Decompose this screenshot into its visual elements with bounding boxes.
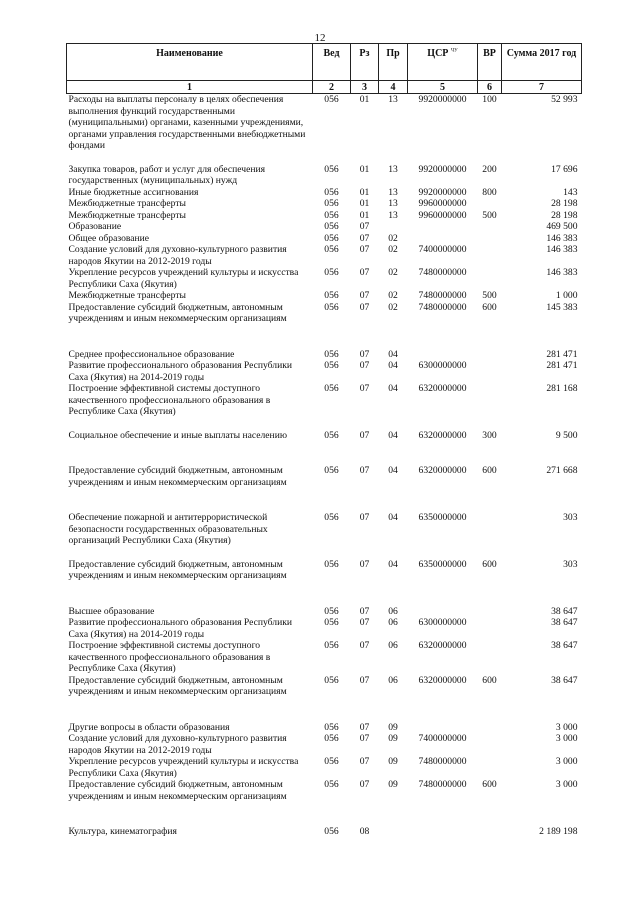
cell-vr [478, 221, 502, 233]
cell-vr: 200 [482, 163, 497, 175]
cell-ved: 056 [324, 94, 339, 105]
cell-name: Построение эффективной системы доступного качественного профессионального образования в Республике Саха (Якутия) [68, 640, 271, 674]
cell-pr: 06 [388, 605, 398, 617]
cell-sum: 143 [563, 186, 578, 198]
cell-name: Среднее профессиональное образование [68, 348, 235, 360]
header-ved: Вед [313, 44, 351, 81]
header-name: Наименование [67, 44, 313, 81]
cell-ved: 056 [324, 383, 339, 394]
table-row [67, 302, 582, 349]
cell-csr: 6320000000 [418, 640, 467, 651]
cell-sum: 52 993 [551, 94, 578, 105]
header-csr-label: ЦСР [427, 48, 449, 59]
cell-csr: 9920000000 [418, 186, 467, 198]
cell-pr: 13 [388, 209, 398, 221]
header-sum: Сумма 2017 год [502, 44, 582, 81]
cell-rz: 07 [359, 383, 370, 394]
cell-sum: 17 696 [551, 163, 578, 175]
table-row [67, 756, 582, 779]
cell-pr: 09 [388, 721, 398, 733]
budget-table [66, 43, 582, 838]
cell-ved: 056 [324, 360, 339, 371]
table-row [67, 559, 582, 606]
cell-ved: 056 [324, 198, 339, 209]
cell-csr: 6300000000 [418, 617, 467, 628]
cell-vr [478, 512, 502, 559]
header-vr: ВР [478, 44, 502, 81]
cell-name: Предоставление субсидий бюджетным, автономным учреждениям и иным некоммерческим организациям [68, 465, 287, 488]
cell-ved: 056 [324, 756, 339, 767]
cell-vr [478, 756, 502, 779]
cell-vr: 500 [482, 209, 497, 221]
cell-csr: 9960000000 [418, 198, 467, 209]
cell-sum: 281 168 [546, 383, 578, 394]
cell-ved: 056 [324, 290, 339, 301]
cell-name: Создание условий для духовно-культурного развития народов Якутии на 2012-2019 годы [68, 244, 287, 267]
cell-pr: 02 [388, 301, 398, 313]
cell-vr [478, 640, 502, 675]
cell-sum: 38 647 [551, 674, 578, 686]
cell-ved: 056 [324, 244, 339, 255]
cell-vr [478, 267, 502, 290]
cell-rz: 07 [359, 512, 370, 523]
table-row [67, 606, 582, 618]
table-row [67, 164, 582, 187]
cell-name: Социальное обеспечение и иные выплаты населению [68, 429, 287, 441]
header-num: 3 [351, 81, 379, 94]
cell-pr: 09 [388, 779, 398, 790]
cell-vr: 600 [482, 465, 497, 476]
cell-sum: 28 198 [551, 209, 578, 221]
cell-rz: 07 [359, 221, 370, 232]
cell-ved: 056 [324, 465, 339, 476]
cell-rz: 07 [359, 429, 370, 441]
cell-ved: 056 [324, 163, 339, 175]
cell-vr: 600 [482, 301, 497, 313]
table-row [67, 779, 582, 826]
cell-name: Закупка товаров, работ и услуг для обеспечения государственных (муниципальных) нужд [68, 163, 266, 186]
header-num: 1 [67, 81, 313, 94]
cell-name: Построение эффективной системы доступного качественного профессионального образования в Республике Саха (Якутия) [68, 383, 271, 417]
table-row [67, 233, 582, 245]
cell-vr: 600 [482, 674, 497, 686]
cell-rz: 07 [359, 558, 370, 570]
cell-rz: 07 [359, 232, 370, 244]
cell-ved: 056 [324, 779, 339, 790]
cell-vr [478, 233, 502, 245]
cell-ved: 056 [324, 617, 339, 628]
cell-vr: 500 [482, 290, 497, 301]
cell-name: Общее образование [68, 232, 150, 244]
header-number-row [67, 81, 582, 94]
cell-rz: 01 [359, 209, 370, 221]
cell-name: Межбюджетные трансферты [68, 198, 186, 209]
cell-vr: 800 [482, 186, 497, 198]
cell-sum: 9 500 [555, 429, 578, 441]
cell-csr: 6320000000 [418, 465, 467, 476]
cell-rz: 07 [359, 674, 370, 686]
cell-rz: 07 [359, 733, 370, 744]
cell-csr: 6300000000 [418, 360, 467, 371]
cell-ved: 056 [324, 267, 339, 278]
cell-pr: 04 [388, 348, 398, 360]
cell-pr: 06 [388, 640, 398, 651]
cell-pr: 04 [388, 465, 398, 476]
cell-sum: 28 198 [551, 198, 578, 209]
cell-csr: 9920000000 [418, 163, 467, 175]
cell-pr [379, 826, 408, 838]
cell-csr [408, 233, 478, 245]
cell-rz: 01 [359, 186, 370, 198]
cell-rz: 07 [359, 290, 370, 301]
table-row [67, 722, 582, 734]
header-rz: Рз [351, 44, 379, 81]
cell-name: Другие вопросы в области образования [68, 721, 230, 733]
table-row [67, 267, 582, 290]
table-row [67, 640, 582, 675]
cell-name: Развитие профессионального образования Республики Саха (Якутия) на 2014-2019 годы [68, 360, 293, 383]
table-row [67, 187, 582, 199]
header-num: 6 [478, 81, 502, 94]
cell-vr [478, 383, 502, 430]
cell-name: Культура, кинематография [68, 826, 177, 837]
cell-sum: 146 383 [546, 267, 578, 278]
table-row [67, 244, 582, 267]
cell-sum: 146 383 [546, 244, 578, 255]
cell-name: Межбюджетные трансферты [68, 209, 186, 221]
cell-sum: 38 647 [551, 640, 578, 651]
table-row [67, 349, 582, 361]
table-row [67, 198, 582, 210]
table-row [67, 210, 582, 222]
cell-csr: 7480000000 [418, 290, 467, 301]
cell-pr: 09 [388, 733, 398, 744]
cell-rz: 07 [359, 348, 370, 360]
cell-sum: 146 383 [546, 232, 578, 244]
cell-sum: 469 500 [546, 221, 578, 232]
cell-ved: 056 [324, 605, 339, 617]
cell-vr [478, 244, 502, 267]
cell-csr [408, 826, 478, 838]
cell-pr: 04 [388, 512, 398, 523]
cell-vr: 600 [482, 779, 497, 790]
cell-rz: 07 [359, 779, 370, 790]
cell-csr [408, 722, 478, 734]
cell-name: Расходы на выплаты персоналу в целях обеспечения выполнения функций государственными (муниципальными) органами, казенными учреждениями, органами управления государственными внебюджетными фондами [68, 94, 306, 151]
cell-pr: 06 [388, 617, 398, 628]
cell-name: Обеспечение пожарной и антитеррористической безопасности государственных образовательных организаций Республики Саха (Якутия) [68, 512, 268, 546]
cell-csr: 6320000000 [418, 383, 467, 394]
table-row [67, 617, 582, 640]
cell-sum: 1 000 [555, 290, 578, 301]
cell-sum: 303 [563, 558, 578, 570]
cell-rz: 07 [359, 756, 370, 767]
cell-rz: 07 [359, 465, 370, 476]
cell-ved: 056 [324, 209, 339, 221]
cell-sum: 38 647 [551, 617, 578, 628]
cell-ved: 056 [324, 186, 339, 198]
cell-pr: 04 [388, 383, 398, 394]
cell-rz: 01 [359, 163, 370, 175]
cell-vr [478, 198, 502, 210]
cell-ved: 056 [324, 512, 339, 523]
cell-ved: 056 [324, 640, 339, 651]
cell-sum: 271 668 [546, 465, 578, 476]
cell-vr [478, 722, 502, 734]
cell-csr: 9960000000 [418, 209, 467, 221]
cell-pr: 04 [388, 558, 398, 570]
cell-sum: 145 383 [546, 301, 578, 313]
cell-sum: 38 647 [551, 605, 578, 617]
header-csr-hint: ЧУ [450, 48, 458, 54]
cell-rz: 07 [359, 267, 370, 278]
cell-csr: 9920000000 [418, 94, 467, 105]
cell-ved: 056 [324, 674, 339, 686]
header-pr: Пр [379, 44, 408, 81]
table-row [67, 430, 582, 466]
cell-csr: 6320000000 [418, 429, 467, 441]
cell-rz: 07 [359, 244, 370, 255]
cell-name: Развитие профессионального образования Республики Саха (Якутия) на 2014-2019 годы [68, 617, 293, 640]
cell-vr: 600 [482, 558, 497, 570]
table-row [67, 675, 582, 722]
cell-rz: 07 [359, 605, 370, 617]
header-row [67, 44, 582, 81]
cell-csr [408, 221, 478, 233]
cell-name: Предоставление субсидий бюджетным, автономным учреждениям и иным некоммерческим организациям [68, 301, 287, 324]
cell-name: Иные бюджетные ассигнования [68, 186, 199, 198]
cell-csr [408, 349, 478, 361]
table-row [67, 733, 582, 756]
cell-ved: 056 [324, 301, 339, 313]
cell-pr: 13 [388, 198, 398, 209]
cell-pr: 13 [388, 163, 398, 175]
cell-pr: 02 [388, 267, 398, 278]
cell-pr: 02 [388, 244, 398, 255]
cell-csr: 6350000000 [418, 512, 467, 523]
cell-rz: 07 [359, 640, 370, 651]
cell-sum: 3 000 [555, 721, 578, 733]
cell-sum: 3 000 [555, 756, 578, 767]
cell-csr: 6350000000 [418, 558, 467, 570]
cell-pr: 13 [388, 186, 398, 198]
cell-csr: 7400000000 [418, 244, 467, 255]
cell-rz: 07 [359, 301, 370, 313]
cell-vr: 300 [482, 429, 497, 441]
cell-sum: 281 471 [546, 360, 578, 371]
cell-name: Высшее образование [68, 605, 155, 617]
cell-csr [408, 606, 478, 618]
page-number: 12 [314, 32, 326, 44]
cell-pr [379, 221, 408, 233]
cell-vr [478, 349, 502, 361]
cell-sum: 281 471 [546, 348, 578, 360]
cell-name: Укрепление ресурсов учреждений культуры и искусства Республики Саха (Якутия) [68, 756, 299, 779]
cell-pr: 02 [388, 232, 398, 244]
cell-vr [478, 360, 502, 383]
cell-name: Предоставление субсидий бюджетным, автономным учреждениям и иным некоммерческим организациям [68, 674, 287, 697]
cell-name: Укрепление ресурсов учреждений культуры и искусства Республики Саха (Якутия) [68, 267, 299, 290]
cell-name: Образование [68, 221, 122, 232]
cell-name: Предоставление субсидий бюджетным, автономным учреждениям и иным некоммерческим организациям [68, 558, 287, 581]
cell-pr: 06 [388, 674, 398, 686]
cell-pr: 09 [388, 756, 398, 767]
cell-ved: 056 [324, 558, 339, 570]
cell-name: Создание условий для духовно-культурного развития народов Якутии на 2012-2019 годы [68, 733, 287, 756]
cell-ved: 056 [324, 826, 339, 837]
table-body [67, 94, 582, 838]
cell-pr: 13 [388, 94, 398, 105]
cell-rz: 01 [359, 198, 370, 209]
cell-ved: 056 [324, 429, 339, 441]
cell-vr [478, 733, 502, 756]
cell-csr: 7480000000 [418, 756, 467, 767]
header-num: 7 [502, 81, 582, 94]
cell-sum: 303 [563, 512, 578, 523]
cell-csr: 7480000000 [418, 267, 467, 278]
cell-name: Предоставление субсидий бюджетным, автономным учреждениям и иным некоммерческим организациям [68, 779, 287, 802]
header-num: 5 [408, 81, 478, 94]
cell-rz: 07 [359, 721, 370, 733]
table-row [67, 465, 582, 512]
cell-rz: 07 [359, 617, 370, 628]
table-row [67, 383, 582, 430]
cell-pr: 04 [388, 429, 398, 441]
cell-rz: 01 [359, 94, 370, 105]
cell-sum: 3 000 [555, 779, 578, 790]
cell-pr: 02 [388, 290, 398, 301]
table-row [67, 826, 582, 838]
cell-sum: 3 000 [555, 733, 578, 744]
cell-ved: 056 [324, 348, 339, 360]
cell-ved: 056 [324, 721, 339, 733]
table-row [67, 512, 582, 559]
cell-sum: 2 189 198 [539, 826, 578, 837]
header-num: 4 [379, 81, 408, 94]
cell-ved: 056 [324, 733, 339, 744]
cell-name: Межбюджетные трансферты [68, 290, 186, 301]
cell-vr: 100 [482, 94, 497, 105]
cell-rz: 08 [359, 826, 370, 837]
table-row [67, 290, 582, 302]
cell-pr: 04 [388, 360, 398, 371]
cell-csr: 7480000000 [418, 779, 467, 790]
cell-rz: 07 [359, 360, 370, 371]
header-num: 2 [313, 81, 351, 94]
header-csr [408, 44, 478, 81]
cell-csr: 7400000000 [418, 733, 467, 744]
cell-csr: 7480000000 [418, 301, 467, 313]
cell-ved: 056 [324, 232, 339, 244]
cell-vr [478, 606, 502, 618]
cell-csr: 6320000000 [418, 674, 467, 686]
table-row [67, 221, 582, 233]
cell-vr [478, 826, 502, 838]
table-row [67, 360, 582, 383]
cell-vr [478, 617, 502, 640]
table-row [67, 94, 582, 164]
cell-ved: 056 [324, 221, 339, 232]
